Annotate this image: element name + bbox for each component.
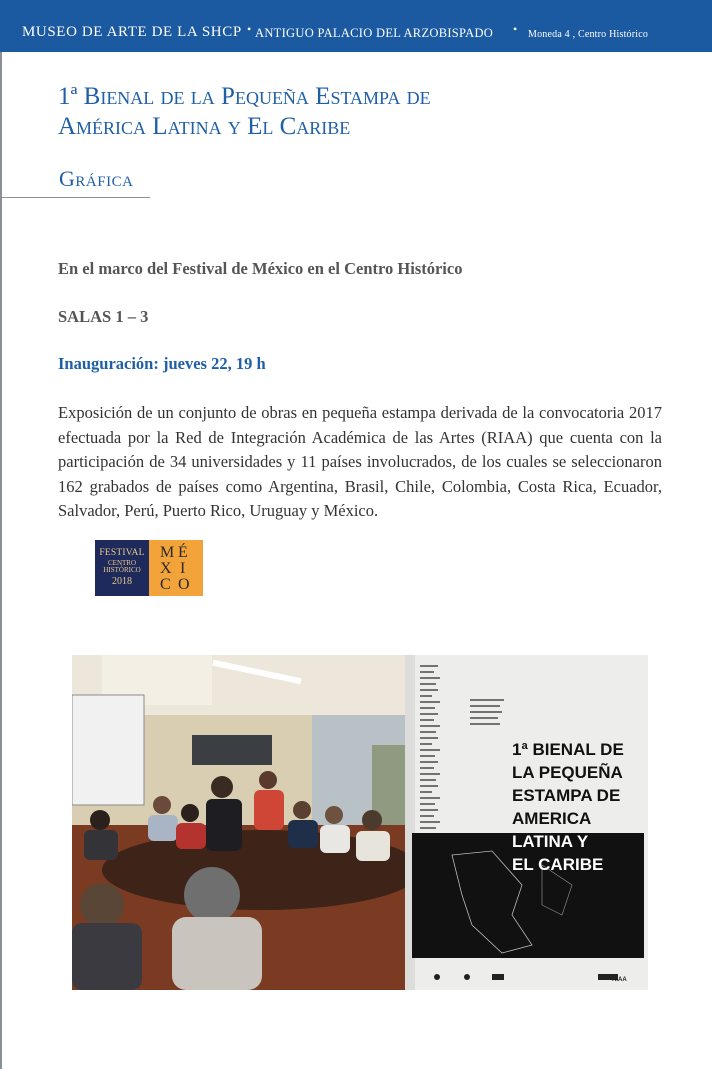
section-divider [0,197,150,198]
festival-logo [95,540,203,596]
festival-subtitle: En el marco del Festival de México en el Centro Histórico [58,259,463,278]
opening-date: Inauguración: jueves 22, 19 h [58,354,266,373]
logo-letter: X [160,560,172,577]
festival-logo-left [95,540,149,596]
poster-line-3: ESTAMPA DE [512,786,621,805]
rooms-label: SALAS 1 – 3 [58,307,149,326]
poster-line-4: AMERICA [512,809,592,828]
poster-riaa-logo: RIAA [612,977,627,983]
page-left-rule [0,0,2,1069]
poster-line-6: EL CARIBE [512,855,604,874]
logo-centro-text: CENTRO [108,559,136,568]
poster-line-1: 1ª BIENAL DE [512,740,624,759]
exhibition-title [58,82,678,142]
logo-letter: É [178,544,188,561]
museum-address: Moneda 4 , Centro Histórico [528,29,649,40]
poster-line-5: LATINA Y [512,832,589,851]
exhibition-description: Exposición de un conjunto de obras en pequeña estampa derivada de la convocatoria 2017 efectuada por la Red de Integración Académica de las Artes (RIAA) que cuenta con la participación de 34 universidades y 11 países involucrados, de los cuales se seleccionaron 162 grabados de países como Argentina, Brasil, Chile, Colombia, Costa Rica, Ecuador, Salvador, Perú, Puerto Rico, Uruguay y México. [58,403,662,520]
logo-letter: M [160,544,175,561]
museum-name: MUSEO DE ARTE DE LA SHCP [22,24,242,40]
header-separator: • [247,22,252,36]
logo-letter: C [160,576,171,593]
header-bar [0,0,712,52]
poster-line-2: LA PEQUEÑA [512,763,623,782]
logo-historico-text: HISTÓRICO [103,566,141,575]
section-label: Gráfica [59,166,134,191]
logo-letter: O [178,576,190,593]
header-separator: • [513,22,518,36]
title-line-2: América Latina y El Caribe [58,113,351,140]
exhibition-photo [72,655,648,990]
logo-year-text: 2018 [112,576,132,588]
logo-festival-text: FESTIVAL [99,547,145,558]
title-line-1: 1ª Bienal de la Pequeña Estampa de [58,83,431,110]
logo-letter: I [180,560,186,577]
palace-name: ANTIGUO PALACIO DEL ARZOBISPADO [255,26,494,40]
festival-logo-right [149,540,203,596]
